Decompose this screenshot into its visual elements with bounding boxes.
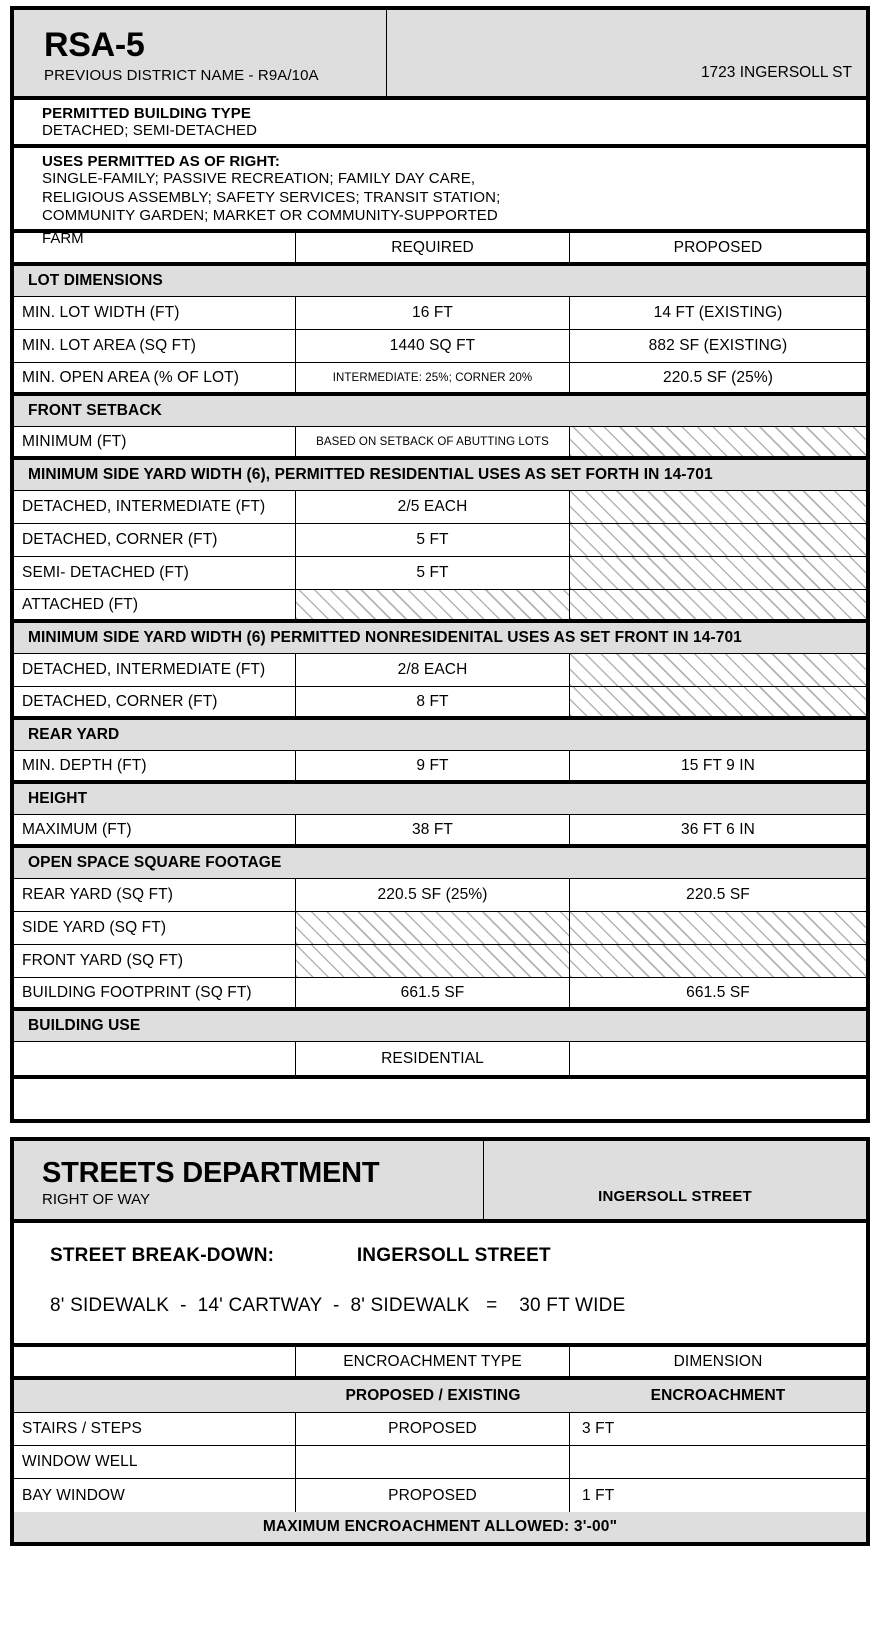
row-proposed-value: 14 FT (EXISTING) [653, 304, 783, 322]
permitted-building-type-value: DETACHED; SEMI-DETACHED [42, 122, 258, 139]
row-proposed-value [570, 590, 866, 619]
streets-title: STREETS DEPARTMENT [42, 1157, 380, 1190]
row-proposed-value: 220.5 SF [686, 886, 750, 904]
row-required-value: 5 FT [296, 557, 570, 589]
table-row [14, 815, 866, 848]
row-required-value: 1440 SQ FT [296, 330, 570, 362]
table-row [14, 590, 866, 623]
section-heading: FRONT SETBACK [14, 396, 866, 427]
section-heading: MINIMUM SIDE YARD WIDTH (6), PERMITTED RESIDENTIAL USES AS SET FORTH IN 14-701 [14, 460, 866, 491]
row-label: DETACHED, INTERMEDIATE (FT) [14, 491, 296, 523]
encroachment-item-type: PROPOSED [296, 1479, 570, 1512]
encroachment-footer: MAXIMUM ENCROACHMENT ALLOWED: 3'-00" [14, 1512, 866, 1542]
district-code: RSA-5 [44, 26, 145, 65]
encroachment-subheader-row [14, 1380, 866, 1413]
row-proposed-value [570, 1042, 866, 1075]
streets-street-name: INGERSOLL STREET [598, 1188, 752, 1206]
table-row [14, 654, 866, 687]
section-heading: REAR YARD [14, 720, 866, 751]
row-label: MINIMUM (FT) [14, 427, 296, 456]
uses-permitted-line-3: COMMUNITY GARDEN; MARKET OR COMMUNITY-SUPPORTED [42, 206, 498, 224]
table-row [14, 945, 866, 978]
district-previous-name: PREVIOUS DISTRICT NAME - R9A/10A [44, 66, 319, 84]
row-proposed-value: 661.5 SF [686, 983, 750, 1001]
row-label: MAXIMUM (FT) [14, 815, 296, 844]
row-required-value: 2/8 EACH [296, 654, 570, 686]
row-label: REAR YARD (SQ FT) [14, 879, 296, 911]
row-proposed-value [570, 491, 866, 523]
encroachment-rows [14, 1413, 866, 1512]
row-proposed-value: 220.5 SF (25%) [663, 368, 773, 386]
row-label: DETACHED, CORNER (FT) [14, 524, 296, 556]
uses-permitted-line-2: RELIGIOUS ASSEMBLY; SAFETY SERVICES; TRANSIT STATION; [42, 188, 501, 206]
table-row [14, 427, 866, 460]
uses-permitted-title: USES PERMITTED AS OF RIGHT: [42, 153, 280, 171]
row-proposed-value [570, 557, 866, 589]
streets-subtitle: RIGHT OF WAY [42, 1191, 151, 1209]
row-label: FRONT YARD (SQ FT) [14, 945, 296, 977]
encroachment-subheader-blank [14, 1380, 296, 1412]
row-proposed-value: 36 FT 6 IN [681, 820, 755, 838]
table-row [14, 363, 866, 396]
block-gap [10, 1123, 870, 1137]
section-heading: BUILDING USE [14, 1011, 866, 1042]
row-label: MIN. OPEN AREA (% OF LOT) [14, 363, 296, 392]
column-header-required: REQUIRED [296, 233, 570, 262]
row-label: SEMI- DETACHED (FT) [14, 557, 296, 589]
row-proposed-value [570, 912, 866, 944]
zoning-sections [14, 266, 866, 1075]
section-heading: LOT DIMENSIONS [14, 266, 866, 297]
section-heading: HEIGHT [14, 784, 866, 815]
row-label: ATTACHED (FT) [14, 590, 296, 619]
row-required-value: 9 FT [296, 751, 570, 780]
row-proposed-value [570, 524, 866, 556]
zoning-worksheet-page [0, 6, 880, 1626]
table-row [14, 1042, 866, 1075]
permitted-building-type-block [14, 100, 866, 148]
uses-permitted-line-1: SINGLE-FAMILY; PASSIVE RECREATION; FAMILY DAY CARE, [42, 170, 476, 188]
table-row [14, 491, 866, 524]
row-proposed-value: 15 FT 9 IN [681, 756, 755, 774]
row-required-value: INTERMEDIATE: 25%; CORNER 20% [296, 363, 570, 392]
row-required-value: 661.5 SF [296, 978, 570, 1007]
table-row [14, 978, 866, 1011]
row-label: MIN. LOT WIDTH (FT) [14, 297, 296, 329]
column-header-blank [14, 233, 296, 262]
table-row [14, 687, 866, 720]
row-proposed-value [570, 945, 866, 977]
section-heading: OPEN SPACE SQUARE FOOTAGE [14, 848, 866, 879]
row-required-value [296, 945, 570, 977]
table-row [14, 751, 866, 784]
encroachment-item-label: STAIRS / STEPS [14, 1413, 296, 1445]
street-breakdown-street: INGERSOLL STREET [356, 1245, 551, 1267]
encroachment-item-label: BAY WINDOW [14, 1479, 296, 1512]
encroachment-header-row [14, 1347, 866, 1380]
row-proposed-value: 882 SF (EXISTING) [648, 337, 788, 355]
row-label: BUILDING FOOTPRINT (SQ FT) [14, 978, 296, 1007]
encroachment-header-dimension: DIMENSION [673, 1352, 763, 1370]
row-label: DETACHED, CORNER (FT) [14, 687, 296, 716]
row-proposed-value [570, 654, 866, 686]
table-row [14, 1479, 866, 1512]
encroachment-item-dimension: 1 FT [582, 1486, 615, 1504]
street-breakdown-block [14, 1223, 866, 1347]
row-proposed-value [570, 687, 866, 716]
row-label: SIDE YARD (SQ FT) [14, 912, 296, 944]
district-identity [14, 10, 387, 96]
streets-header [14, 1141, 866, 1223]
table-row [14, 557, 866, 590]
streets-identity [14, 1141, 484, 1219]
streets-department-table [10, 1137, 870, 1546]
encroachment-item-type [296, 1446, 570, 1478]
row-required-value: 38 FT [296, 815, 570, 844]
table-row [14, 879, 866, 912]
encroachment-subheader-type: PROPOSED / EXISTING [345, 1387, 521, 1405]
column-header-proposed: PROPOSED [673, 238, 763, 256]
encroachment-item-dimension [570, 1446, 866, 1478]
street-breakdown-heading [50, 1245, 866, 1267]
row-label: DETACHED, INTERMEDIATE (FT) [14, 654, 296, 686]
row-required-value [296, 912, 570, 944]
encroachment-item-label: WINDOW WELL [14, 1446, 296, 1478]
section-heading: MINIMUM SIDE YARD WIDTH (6) PERMITTED NONRESIDENITAL USES AS SET FRONT IN 14-701 [14, 623, 866, 654]
encroachment-item-dimension: 3 FT [582, 1420, 615, 1438]
row-required-value: 220.5 SF (25%) [296, 879, 570, 911]
column-header-row [14, 233, 866, 266]
row-required-value: 5 FT [296, 524, 570, 556]
encroachment-item-type: PROPOSED [296, 1413, 570, 1445]
table-row [14, 524, 866, 557]
encroachment-header-type: ENCROACHMENT TYPE [296, 1347, 570, 1376]
table-row [14, 1446, 866, 1479]
row-required-value: BASED ON SETBACK OF ABUTTING LOTS [296, 427, 570, 456]
street-breakdown-label: STREET BREAK-DOWN: [50, 1245, 275, 1267]
row-required-value [296, 590, 570, 619]
zoning-spacer-row [14, 1079, 866, 1119]
row-required-value: RESIDENTIAL [296, 1042, 570, 1075]
row-label: MIN. LOT AREA (SQ FT) [14, 330, 296, 362]
top-rule [10, 6, 870, 10]
permitted-building-type-title: PERMITTED BUILDING TYPE [42, 105, 251, 122]
row-required-value: 2/5 EACH [296, 491, 570, 523]
row-label: MIN. DEPTH (FT) [14, 751, 296, 780]
street-breakdown-detail: 8' SIDEWALK - 14' CARTWAY - 8' SIDEWALK = 30 FT WIDE [50, 1295, 626, 1317]
table-row [14, 330, 866, 363]
table-row [14, 1413, 866, 1446]
table-row [14, 297, 866, 330]
row-required-value: 16 FT [296, 297, 570, 329]
row-required-value: 8 FT [296, 687, 570, 716]
row-proposed-value [570, 427, 866, 456]
row-label [14, 1042, 296, 1075]
zoning-table [10, 6, 870, 1079]
zoning-spacer-block [10, 1079, 870, 1123]
encroachment-subheader-dimension: ENCROACHMENT [650, 1387, 786, 1405]
table-row [14, 912, 866, 945]
encroachment-header-blank [14, 1347, 296, 1376]
uses-permitted-overflow-line: FARM [42, 230, 84, 248]
district-header [14, 10, 866, 100]
property-address: 1723 INGERSOLL ST [700, 64, 852, 81]
